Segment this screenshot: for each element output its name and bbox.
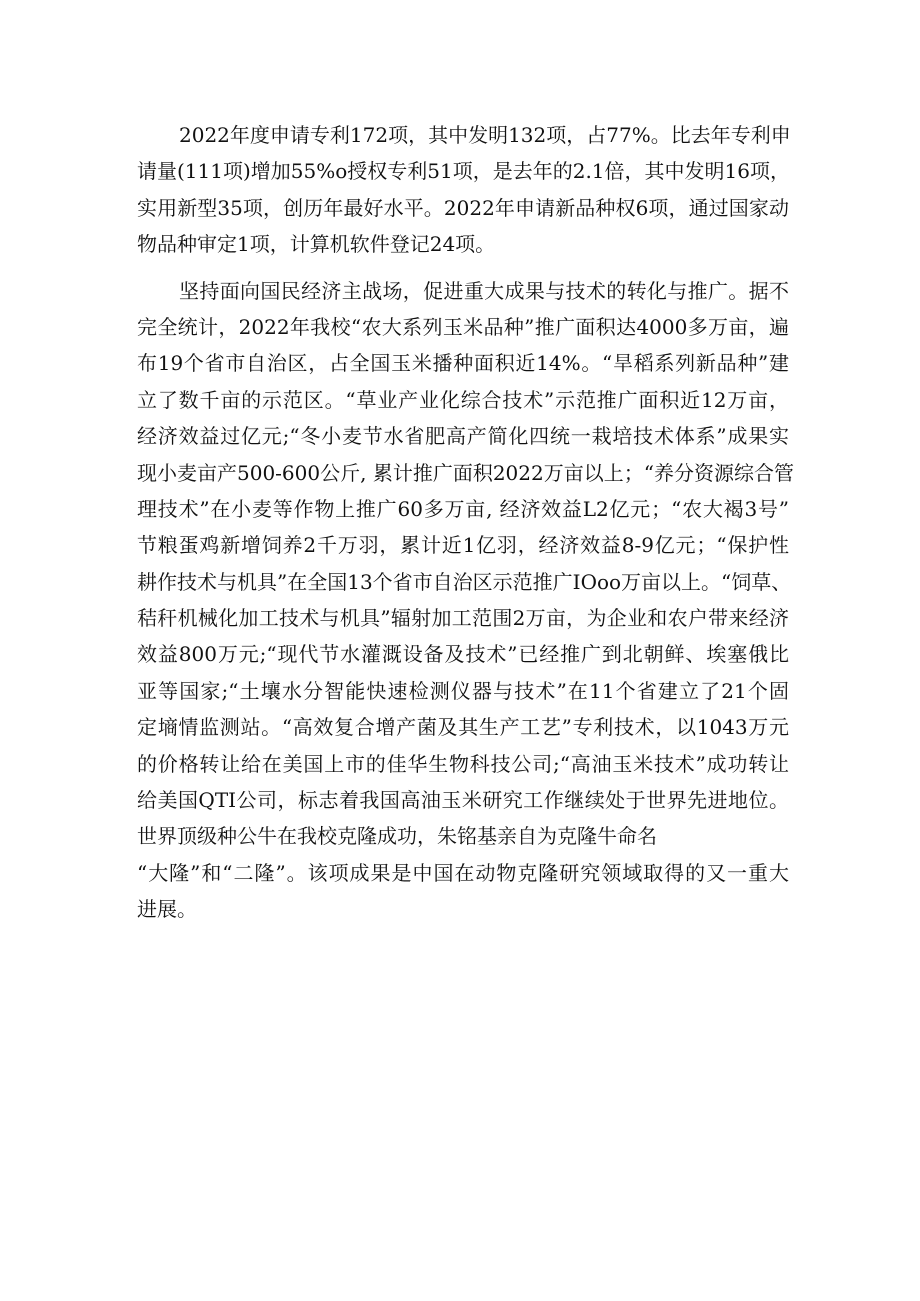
text-line: 立了数千亩的示范区。“草业产业化综合技术”示范推广面积近12万亩， bbox=[137, 387, 789, 412]
text-line: 秸秆机械化加工技术与机具”辐射加工范围2万亩，为企业和农户带来经济 bbox=[137, 606, 789, 631]
text-line: 理技术”在小麦等作物上推广60多万亩, 经济效益L2亿元；“农大褐3号” bbox=[137, 496, 789, 521]
paragraph-patents bbox=[137, 117, 789, 263]
text-line: 效益800万元;“现代节水灌溉设备及技术”已经推广到北朝鲜、埃塞俄比 bbox=[137, 642, 789, 667]
text-line: 坚持面向国民经济主战场，促进重大成果与技术的转化与推广。据不 bbox=[179, 278, 789, 303]
text-line: 实用新型35项，创历年最好水平。2022年申请新品种权6项，通过国家动 bbox=[137, 195, 789, 220]
text-line: 2022年度申请专利172项，其中发明132项，占77%。比去年专利申 bbox=[179, 123, 791, 147]
paragraph-achievements bbox=[137, 273, 794, 928]
text-line: 亚等国家;“土壤水分智能快速检测仪器与技术”在11个省建立了21个固 bbox=[137, 678, 789, 703]
text-line: 布19个省市自治区，占全国玉米播种面积近14%。“旱稻系列新品种”建 bbox=[137, 351, 789, 376]
text-line: 的价格转让给在美国上市的佳华生物科技公司;“高油玉米技术”成功转让 bbox=[137, 751, 789, 776]
text-line: 进展。 bbox=[137, 897, 197, 922]
text-line: 物品种审定1项，计算机软件登记24项。 bbox=[137, 232, 496, 257]
text-line: 完全统计，2022年我校“农大系列玉米品种”推广面积达4000多万亩，遍 bbox=[137, 314, 789, 339]
document-body bbox=[137, 117, 794, 938]
text-line: 经济效益过亿元;“冬小麦节水省肥高产简化四统一栽培技术体系”成果实 bbox=[137, 424, 789, 449]
text-line: 给美国QTI公司，标志着我国高油玉米研究工作继续处于世界先进地位。 bbox=[137, 788, 789, 813]
text-line: “大隆”和“二隆”。该项成果是中国在动物克隆研究领域取得的又一重大 bbox=[137, 860, 789, 885]
text-line: 定墒情监测站。“高效复合增产菌及其生产工艺”专利技术，以1043万元 bbox=[137, 715, 789, 740]
text-line: 现小麦亩产500-600公斤, 累计推广面积2022万亩以上；“养分资源综合管 bbox=[137, 460, 794, 485]
text-line: 节粮蛋鸡新增饲养2千万羽，累计近1亿羽，经济效益8-9亿元；“保护性 bbox=[137, 533, 789, 558]
text-line: 请量(111项)增加55%o授权专利51项，是去年的2.1倍，其中发明16项， bbox=[137, 159, 790, 184]
text-line: 世界顶级种公牛在我校克隆成功，朱铭基亲自为克隆牛命名 bbox=[137, 824, 657, 849]
text-line: 耕作技术与机具”在全国13个省市自治区示范推广IOoo万亩以上。“饲草、 bbox=[137, 569, 792, 594]
